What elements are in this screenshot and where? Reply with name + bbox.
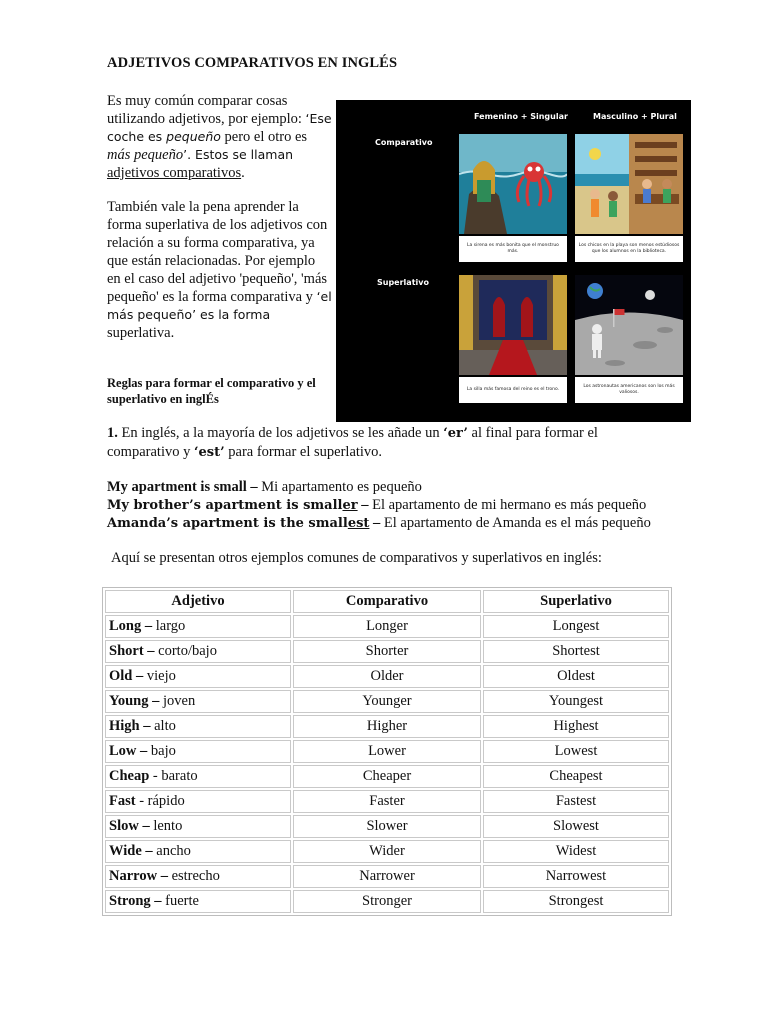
table-body [105, 615, 669, 913]
text: pero el otro es [220, 129, 308, 145]
superlative-cell: Longest [483, 615, 669, 638]
adjective-spanish: corto/bajo [154, 643, 217, 659]
adjective-cell [105, 615, 291, 638]
scene-beach-library [575, 134, 683, 234]
adjective-spanish: bajo [147, 743, 176, 759]
table-row [105, 715, 669, 738]
separator: – [143, 643, 155, 659]
adjective-english: Fast [109, 793, 136, 809]
adjective-spanish: ancho [152, 843, 191, 859]
text: ’. Estos se llaman [183, 147, 294, 162]
beach-library-illustration [575, 134, 683, 234]
example-line [107, 496, 646, 515]
table-row [105, 690, 669, 713]
suffix-est: ‘est’ [193, 445, 225, 460]
superlative-cell: Widest [483, 840, 669, 863]
storyboard-caption: La sirena es más bonita que el monstruo más. [459, 236, 567, 262]
table-row [105, 765, 669, 788]
superlative-cell: Narrowest [483, 865, 669, 888]
adjective-cell [105, 890, 291, 913]
scene-throne [459, 275, 567, 375]
separator: – [157, 868, 168, 884]
example-dash: – [357, 497, 369, 513]
adjective-cell [105, 665, 291, 688]
text: para formar el superlativo. [224, 444, 383, 460]
example-dash: – [369, 515, 381, 531]
example-suffix: er [342, 498, 358, 513]
adjective-english: Slow [109, 818, 139, 834]
adjective-english: Young [109, 693, 149, 709]
throne-illustration [459, 275, 567, 375]
adjective-english: Old [109, 668, 133, 684]
superlative-cell: Cheapest [483, 765, 669, 788]
storyboard-col-header: Femenino + Singular [474, 112, 568, 121]
superlative-cell: Fastest [483, 790, 669, 813]
rules-heading: Reglas para formar el comparativo y el superlativo en inglÉs [107, 376, 316, 406]
adjective-english: Long [109, 618, 142, 634]
text: más pequeño [107, 147, 184, 163]
superlative-cell: Youngest [483, 690, 669, 713]
example-spanish: El apartamento de mi hermano es más pequeño [368, 497, 647, 513]
document-title: ADJETIVOS COMPARATIVOS EN INGLÉS [107, 55, 398, 71]
comparative-cell: Wider [293, 840, 481, 863]
adjective-cell [105, 740, 291, 763]
adjective-cell [105, 690, 291, 713]
table-row [105, 815, 669, 838]
adjectives-table [102, 587, 672, 916]
storyboard-caption: La silla más famosa del reino es el trono. [459, 377, 567, 403]
storyboard-row-header: Superlativo [377, 278, 429, 287]
adjective-english: Strong [109, 893, 151, 909]
comparative-cell: Higher [293, 715, 481, 738]
text: al final para formar el comparativo y [107, 425, 598, 460]
adjective-spanish: lento [149, 818, 183, 834]
text: superlativa. [107, 325, 175, 341]
scene-mermaid [459, 134, 567, 234]
text: ‘Ese coche es [107, 111, 332, 144]
storyboard-col-header: Masculino + Plural [593, 112, 677, 121]
table-intro: Aquí se presentan otros ejemplos comunes de comparativos y superlativos en inglés: [111, 550, 602, 566]
text: En inglés, a la mayoría de los adjetivos se les añade un [117, 425, 444, 441]
example-spanish: Mi apartamento es pequeño [257, 479, 422, 495]
example-suffix: est [347, 516, 370, 531]
separator: – [139, 718, 151, 734]
superlative-cell: Oldest [483, 665, 669, 688]
adjective-english: Cheap [109, 768, 150, 784]
adjective-spanish: - rápido [135, 793, 185, 809]
adjective-spanish: joven [159, 693, 196, 709]
adjective-spanish: largo [152, 618, 186, 634]
comparative-cell: Younger [293, 690, 481, 713]
comparative-cell: Lower [293, 740, 481, 763]
comparative-cell: Older [293, 665, 481, 688]
superlative-cell: Slowest [483, 815, 669, 838]
table-header: Superlativo [483, 590, 669, 613]
superlative-cell: Highest [483, 715, 669, 738]
comparative-cell: Slower [293, 815, 481, 838]
example-english: My apartment is small – [107, 479, 258, 495]
adjective-spanish: - barato [149, 768, 198, 784]
example-english: My brother’s apartment is small [107, 498, 343, 513]
adjective-spanish: fuerte [161, 893, 199, 909]
adjective-spanish: alto [150, 718, 176, 734]
mermaid-illustration [459, 134, 567, 234]
example-line [107, 478, 422, 496]
storyboard-image [336, 100, 691, 422]
example-spanish: El apartamento de Amanda es el más pequeño [380, 515, 651, 531]
comparative-cell: Faster [293, 790, 481, 813]
storyboard-row-header: Comparativo [375, 138, 433, 147]
separator: – [148, 693, 160, 709]
separator: – [136, 743, 148, 759]
adjective-cell [105, 815, 291, 838]
separator: – [132, 668, 144, 684]
text: . [241, 165, 245, 181]
adjective-cell [105, 640, 291, 663]
superlative-cell: Strongest [483, 890, 669, 913]
text: Es muy común comparar cosas utilizando adjetivos, por ejemplo: [107, 93, 306, 127]
storyboard-caption: Los chicos en la playa son menos estúdiosos que los alumnos en la biblioteca. [575, 236, 683, 262]
example-line [107, 514, 651, 533]
table-row [105, 640, 669, 663]
storyboard-caption: Los astronautas americanos son los más valiosos. [575, 377, 683, 403]
table-row [105, 865, 669, 888]
superlative-cell: Lowest [483, 740, 669, 763]
rule-1 [107, 424, 667, 462]
comparative-cell: Stronger [293, 890, 481, 913]
table-row [105, 665, 669, 688]
example-english: Amanda’s apartment is the small [107, 516, 348, 531]
comparative-cell: Cheaper [293, 765, 481, 788]
adjective-cell [105, 765, 291, 788]
table-row [105, 740, 669, 763]
adjective-cell [105, 840, 291, 863]
intro-paragraph-1 [107, 92, 332, 182]
adjective-cell [105, 865, 291, 888]
comparative-cell: Shorter [293, 640, 481, 663]
intro-paragraph-2 [107, 198, 332, 342]
moon-illustration [575, 275, 683, 375]
comparative-cell: Narrower [293, 865, 481, 888]
adjective-english: Wide [109, 843, 142, 859]
adjective-spanish: viejo [143, 668, 176, 684]
separator: – [141, 843, 153, 859]
adjective-english: Low [109, 743, 137, 759]
adjective-cell [105, 715, 291, 738]
text: adjetivos comparativos [107, 165, 242, 181]
table-row [105, 615, 669, 638]
adjective-english: Short [109, 643, 144, 659]
text: pequeño [166, 129, 221, 144]
text: También vale la pena aprender la forma superlativa de los adjetivos con relación a su forma comparativa, ya que están relacionadas. Por ejemplo en el caso del adjetivo 'pequeño', 'más pequeño' es la forma comparativa y [107, 199, 328, 305]
superlative-cell: Shortest [483, 640, 669, 663]
separator: – [141, 618, 153, 634]
adjective-spanish: estrecho [167, 868, 220, 884]
table-row [105, 790, 669, 813]
adjective-english: Narrow [109, 868, 158, 884]
table-header-row [105, 590, 669, 613]
text: ‘el más pequeño’ es la forma [107, 289, 332, 322]
adjective-cell [105, 790, 291, 813]
separator: – [138, 818, 150, 834]
scene-moon [575, 275, 683, 375]
suffix-er: ‘er’ [443, 426, 468, 441]
table-header: Adjetivo [105, 590, 291, 613]
adjective-english: High [109, 718, 140, 734]
rule-number: 1. [107, 425, 118, 441]
table-row [105, 840, 669, 863]
comparative-cell: Longer [293, 615, 481, 638]
table-header: Comparativo [293, 590, 481, 613]
separator: – [150, 893, 162, 909]
table-row [105, 890, 669, 913]
